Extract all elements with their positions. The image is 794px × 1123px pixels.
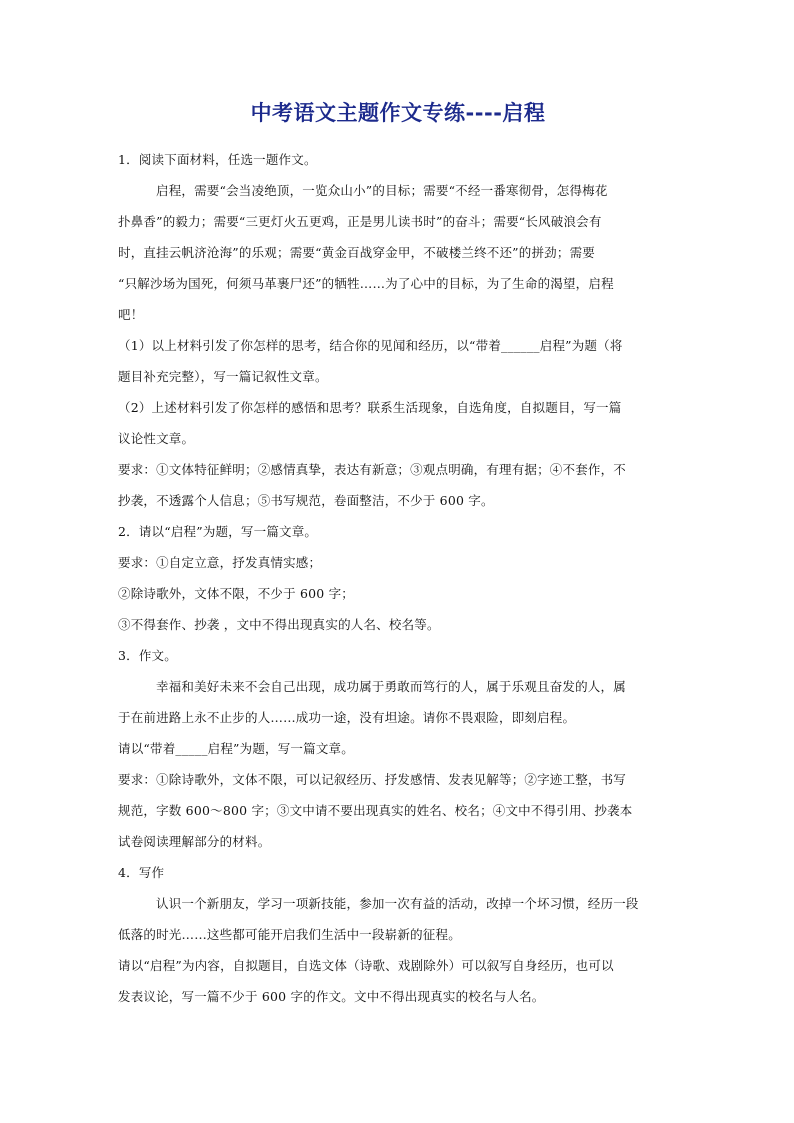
document-title: 中考语文主题作文专练----启程 bbox=[250, 101, 546, 125]
body-line: 要求：①除诗歌外，文体不限，可以记叙经历、抒发感情、发表见解等；②字迹工整，书写 bbox=[118, 772, 627, 787]
body-line: （2）上述材料引发了你怎样的感悟和思考？联系生活现象，自选角度，自拟题目，写一篇 bbox=[118, 400, 622, 415]
body-line: 认识一个新朋友，学习一项新技能，参加一次有益的活动，改掉一个坏习惯，经历一段 bbox=[156, 896, 639, 911]
body-line: 4．写作 bbox=[118, 865, 165, 880]
document-body bbox=[118, 144, 678, 1012]
body-line: 1．阅读下面材料，任选一题作文。 bbox=[118, 152, 317, 167]
body-line: 于在前进路上永不止步的人……成功一途，没有坦途。请你不畏艰险，即刻启程。 bbox=[118, 710, 576, 725]
body-line: 启程，需要“会当凌绝顶，一览众山小”的目标；需要“不经一番寒彻骨，怎得梅花 bbox=[156, 183, 608, 198]
body-line: 议论性文章。 bbox=[118, 431, 195, 446]
body-line: 规范，字数 600～800 字；③文中请不要出现真实的姓名、校名；④文中不得引用、抄袭本 bbox=[118, 803, 633, 818]
body-line: 抄袭，不透露个人信息；⑤书写规范，卷面整洁，不少于 600 字。 bbox=[118, 493, 494, 508]
body-line: 时，直挂云帆济沧海”的乐观；需要“黄金百战穿金甲，不破楼兰终不还”的拼劲；需要 bbox=[118, 245, 595, 260]
body-line: 试卷阅读理解部分的材料。 bbox=[118, 834, 271, 849]
body-line: 要求：①文体特征鲜明；②感情真挚，表达有新意；③观点明确，有理有据；④不套作，不 bbox=[118, 462, 627, 477]
body-line: ③不得套作、抄袭 ，文中不得出现真实的人名、校名等。 bbox=[118, 617, 440, 632]
body-line: “只解沙场为国死，何须马革裹尸还”的牺牲……为了心中的目标，为了生命的渴望，启程 bbox=[118, 276, 614, 291]
body-line: 扑鼻香”的毅力；需要“三更灯火五更鸡，正是男儿读书时”的奋斗；需要“长风破浪会有 bbox=[118, 214, 602, 229]
body-line: 吧！ bbox=[118, 307, 144, 322]
body-line: 3．作文。 bbox=[118, 648, 177, 663]
body-line: 题目补充完整），写一篇记叙性文章。 bbox=[118, 369, 328, 384]
document-page bbox=[118, 96, 678, 1012]
body-line: 请以“带着_____启程”为题，写一篇文章。 bbox=[118, 741, 354, 756]
body-line: 2．请以“启程”为题，写一篇文章。 bbox=[118, 524, 318, 539]
body-line: 请以“启程”为内容，自拟题目，自选文体（诗歌、戏剧除外）可以叙写自身经历，也可以 bbox=[118, 958, 614, 973]
body-line: 要求：①自定立意，抒发真情实感； bbox=[118, 555, 322, 570]
body-line: 低落的时光……这些都可能开启我们生活中一段崭新的征程。 bbox=[118, 927, 461, 942]
body-line: 幸福和美好未来不会自己出现，成功属于勇敢而笃行的人，属于乐观且奋发的人，属 bbox=[156, 679, 626, 694]
body-line: 发表议论，写一篇不少于 600 字的作文。文中不得出现真实的校名与人名。 bbox=[118, 989, 545, 1004]
body-line: ②除诗歌外，文体不限，不少于 600 字； bbox=[118, 586, 355, 601]
body-line: （1）以上材料引发了你怎样的思考，结合你的见闻和经历，以“带着______启程”为题（将 bbox=[118, 338, 623, 353]
